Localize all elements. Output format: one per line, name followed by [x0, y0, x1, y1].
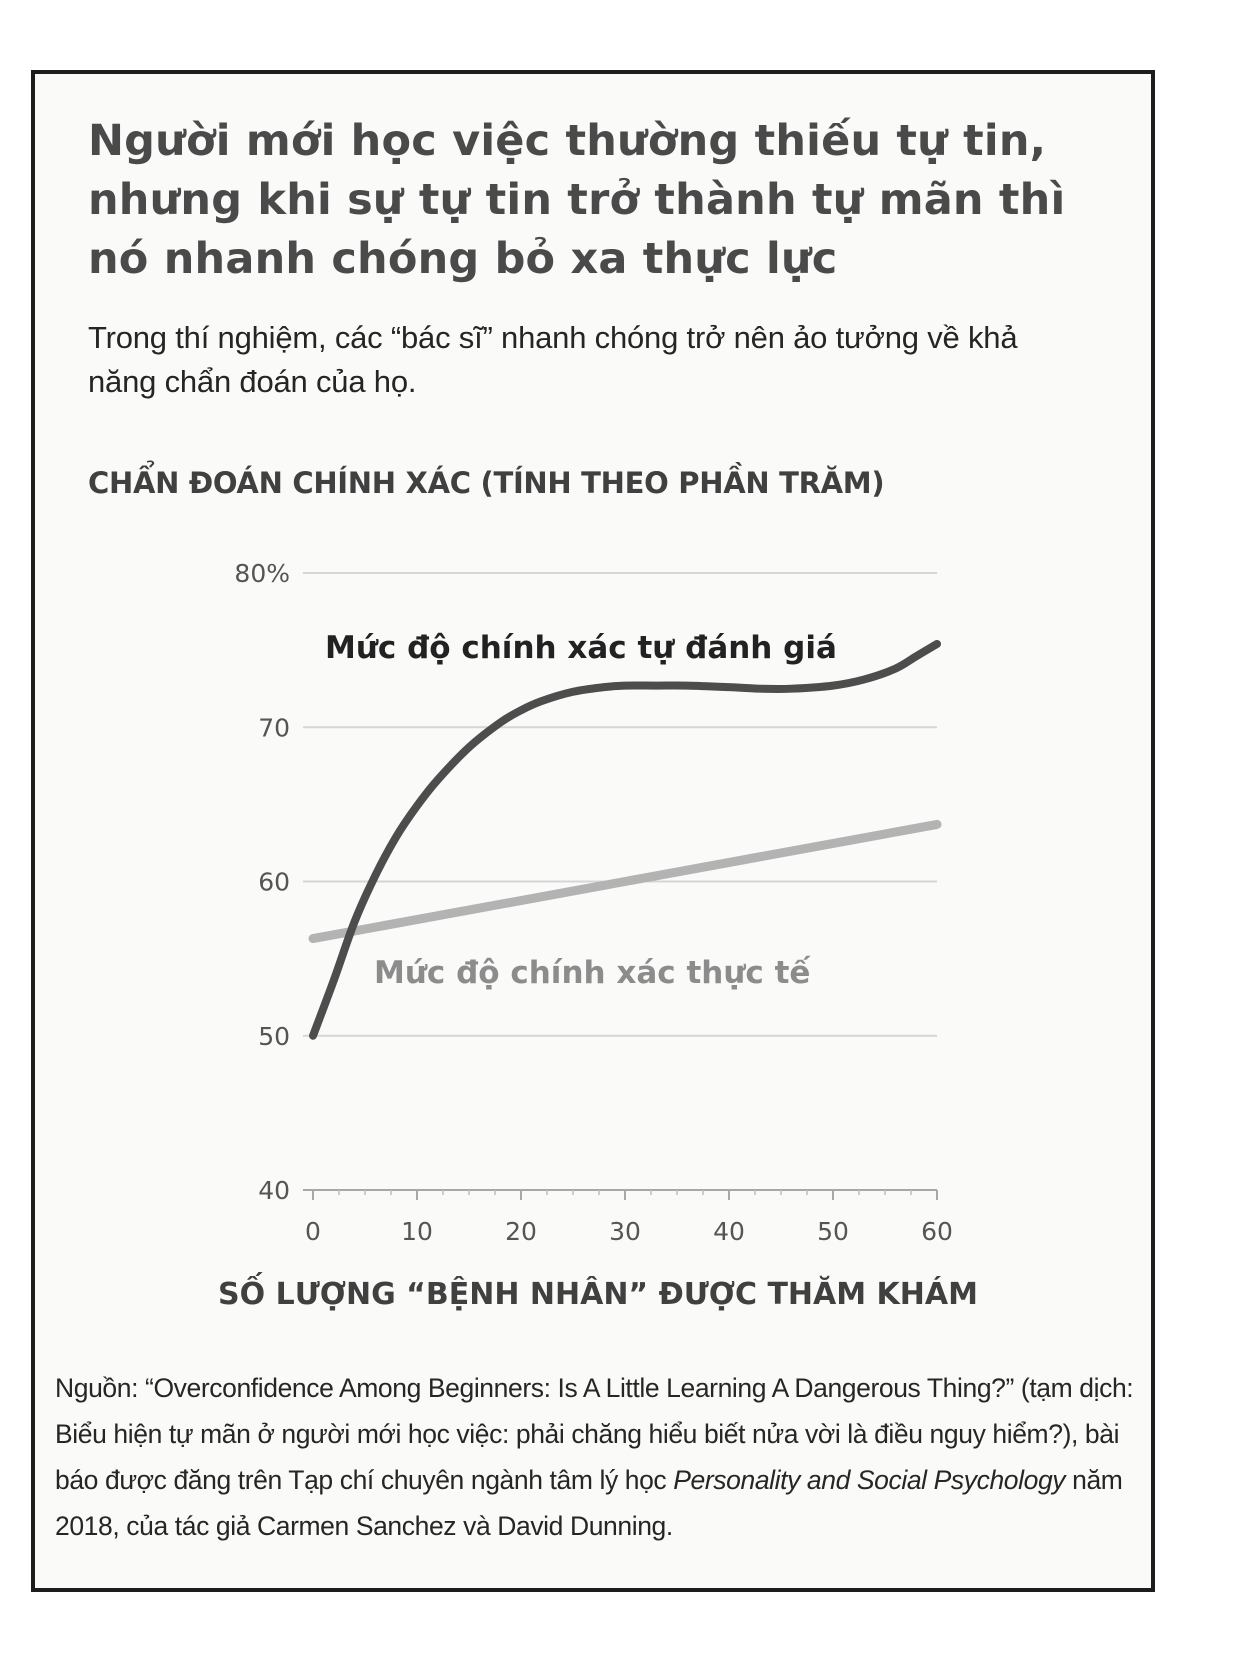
source-journal-name: Personality and Social Psychology — [673, 1465, 1066, 1495]
x-tick-label: 50 — [817, 1217, 849, 1246]
y-tick-label: 50 — [258, 1021, 290, 1051]
series-label-actual: Mức độ chính xác thực tế — [374, 955, 811, 991]
x-tick-label: 60 — [921, 1217, 953, 1246]
y-axis-label: CHẨN ĐOÁN CHÍNH XÁC (TÍNH THEO PHẦN TRĂM) — [88, 466, 885, 500]
y-tick-labels — [234, 559, 290, 1205]
x-tick-label: 40 — [713, 1217, 745, 1246]
y-tick-label: 60 — [258, 867, 290, 897]
y-tick-label: 80% — [234, 559, 290, 588]
x-tick-labels — [305, 1217, 953, 1246]
x-axis — [303, 1190, 937, 1200]
chart-title: Người mới học việc thường thiếu tự tin, nhưng khi sự tự tin trở thành tự mãn thì nó nhanh chóng bỏ xa thực lực — [88, 116, 1066, 284]
source-text-end: năm 2018, của tác giả Carmen Sanchez và David Dunning. — [55, 1465, 1123, 1541]
source-note — [55, 1365, 1135, 1549]
x-axis-label: SỐ LƯỢNG “BỆNH NHÂN” ĐƯỢC THĂM KHÁM — [218, 1277, 978, 1312]
x-tick-label: 0 — [305, 1217, 321, 1246]
y-tick-label: 70 — [258, 713, 290, 743]
x-tick-label: 10 — [401, 1217, 433, 1246]
series-label-self-assessed: Mức độ chính xác tự đánh giá — [325, 630, 837, 666]
source-text-start: Nguồn: “Overconfidence Among Beginners: Is A Little Learning A Dangerous Thing?” (tạm dịch: Biểu hiện tự mãn ở người mới học việc: phải chăng hiểu biết nửa vời là điều nguy hiểm?), bài báo được đăng trên Tạp chí chuyên ngành tâm lý học — [55, 1373, 1134, 1495]
x-tick-label: 20 — [505, 1217, 537, 1246]
series-labels — [325, 630, 837, 991]
x-tick-label: 30 — [609, 1217, 641, 1246]
y-tick-label: 40 — [258, 1176, 290, 1205]
chart-subtitle: Trong thí nghiệm, các “bác sĩ” nhanh chóng trở nên ảo tưởng về khả năng chẩn đoán của họ. — [88, 320, 1018, 399]
